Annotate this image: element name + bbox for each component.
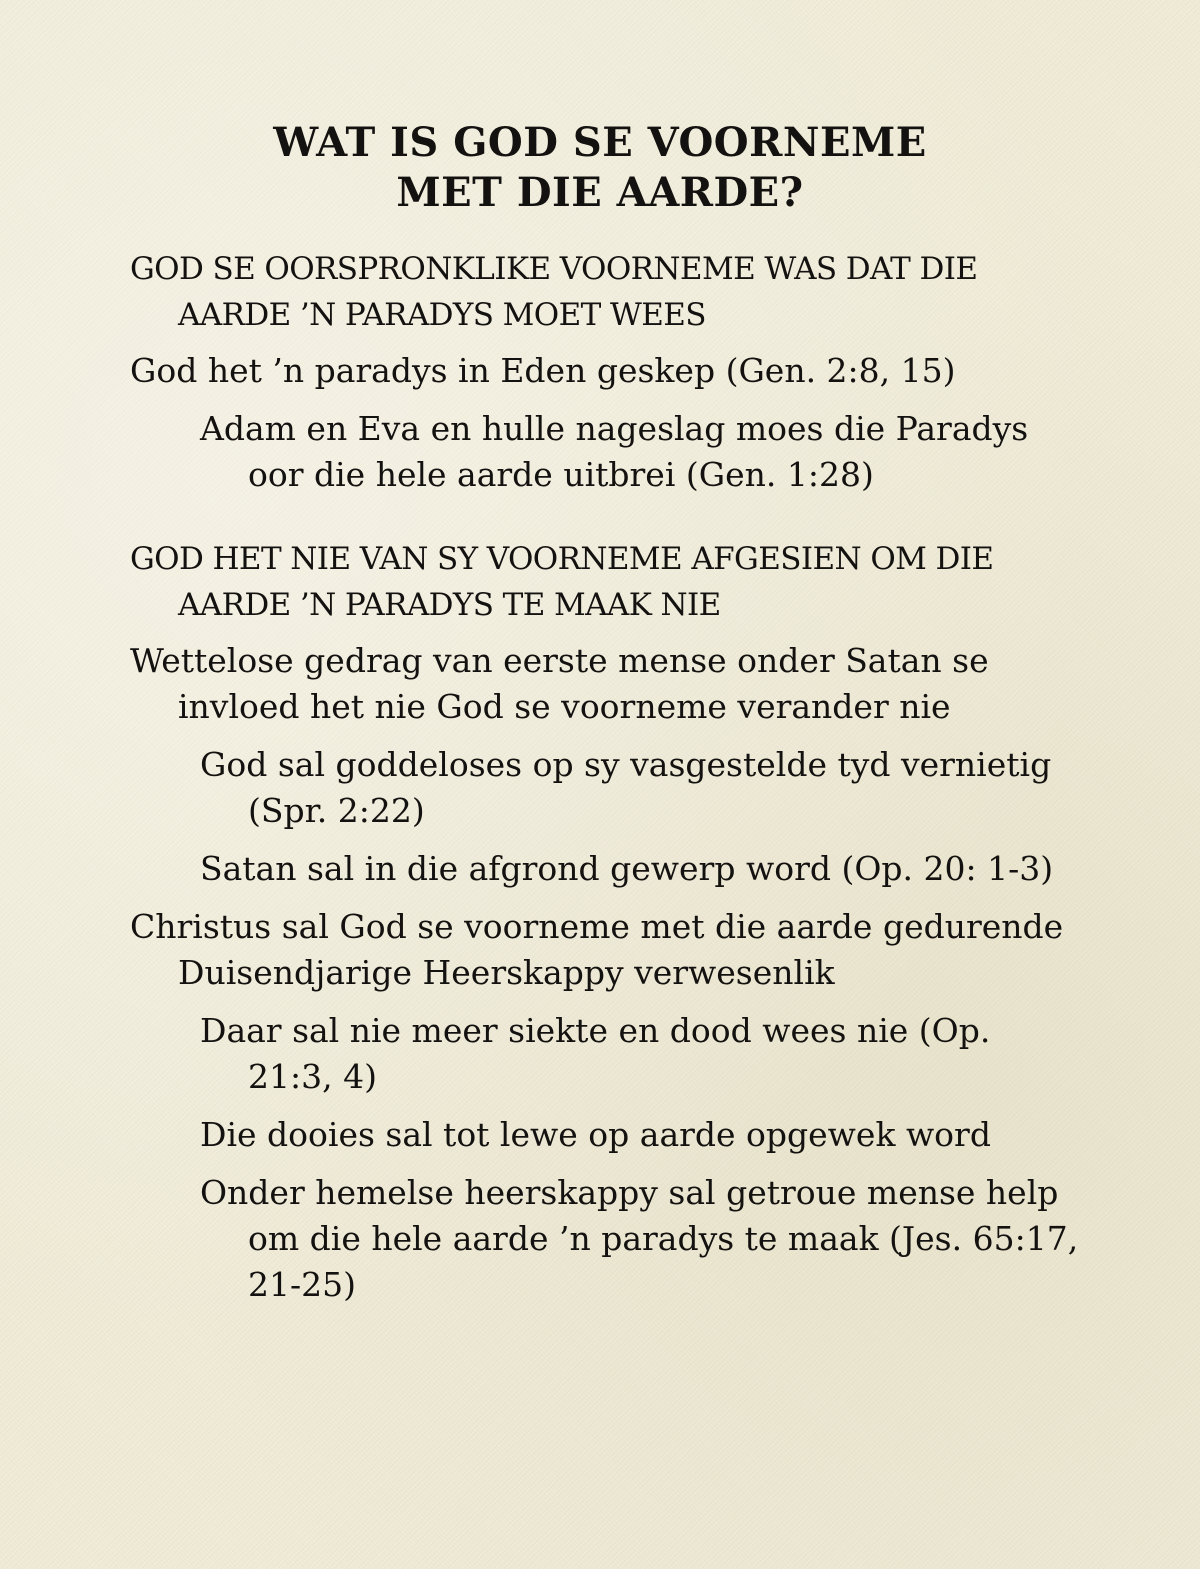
section-1-heading: GOD SE OORSPRONKLIKE VOORNEME WAS DAT DIE AARDE ’N PARADYS MOET WEES <box>130 251 978 333</box>
section-2-point-7: Onder hemelse heerskappy sal getroue mense help om die hele aarde ’n paradys te maak (Jes. 65:17, 21-25) <box>200 1173 1079 1304</box>
section-1-point-2: Adam en Eva en hulle nageslag moes die Paradys oor die hele aarde uitbrei (Gen. 1:28) <box>200 409 1029 494</box>
section-2-point-6: Die dooies sal tot lewe op aarde opgewek word <box>200 1115 991 1154</box>
page-title <box>0 118 1200 218</box>
section-2-heading: GOD HET NIE VAN SY VOORNEME AFGESIEN OM DIE AARDE ’N PARADYS TE MAAK NIE <box>130 541 994 623</box>
section-2-point-4: Christus sal God se voorneme met die aarde gedurende Duisendjarige Heerskappy verwesenlik <box>130 907 1064 992</box>
outline-body <box>130 246 1080 1308</box>
section-2-point-5: Daar sal nie meer siekte en dood wees nie (Op. 21:3, 4) <box>200 1011 991 1096</box>
section-1-point-1: God het ’n paradys in Eden geskep (Gen. 2:8, 15) <box>130 351 956 390</box>
title-line-2: MET DIE AARDE? <box>396 169 804 216</box>
section-2-point-1: Wettelose gedrag van eerste mense onder Satan se invloed het nie God se voorneme verander nie <box>130 641 989 726</box>
section-2-point-3: Satan sal in die afgrond gewerp word (Op. 20: 1-3) <box>200 849 1054 888</box>
section-2-point-2: God sal goddeloses op sy vasgestelde tyd vernietig (Spr. 2:22) <box>200 745 1052 830</box>
title-line-1: WAT IS GOD SE VOORNEME <box>273 119 927 166</box>
